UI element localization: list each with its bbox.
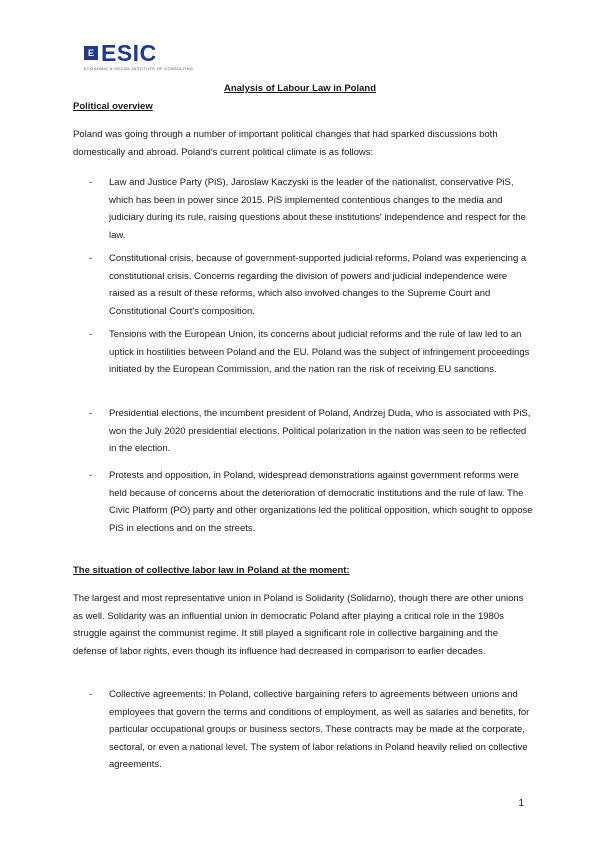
bullet-item [73,405,533,458]
bullet-item [73,686,533,774]
bullet-dash: - [89,253,93,264]
page-number: 1 [518,798,524,809]
logo-mark-icon: E [84,46,98,60]
bullet-item [73,326,533,379]
bullet-item [73,174,533,244]
bullet-text: Tensions with the European Union, its concerns about judicial reforms and the rule of law led to an uptick in hostilities between Poland and the EU. Poland was the subject of infringement proceedings initiated by the European Commission, and the nation ran the risk of receiving EU sanctions. [109,329,530,375]
section-heading-political: Political overview [73,101,153,112]
bullet-item [73,467,533,537]
bullet-dash: - [89,177,93,188]
bullet-dash: - [89,689,93,700]
section-heading-collective: The situation of collective labor law in Poland at the moment: [73,565,350,576]
logo-text: ESIC [101,40,157,66]
bullet-item [73,250,533,320]
paragraph-political-intro: Poland was going through a number of important political changes that had sparked discussions both domestically and abroad. Poland's current political climate is as follows: [73,129,498,158]
bullet-dash: - [89,470,93,481]
bullet-text: Constitutional crisis, because of government-supported judicial reforms, Poland was experiencing a constitutional crisis. Concerns regarding the division of powers and judicial independence were raised as a result of these reforms, which also involved changes to the Supreme Court and Constitutional Court's composition. [109,253,527,317]
bullet-dash: - [89,329,93,340]
bullet-dash: - [89,408,93,419]
bullet-text: Presidential elections, the incumbent president of Poland, Andrzej Duda, who is associated with PiS, won the July 2020 presidential elections. Political polarization in the nation was seen to be reflected in the election. [109,408,531,454]
bullet-text: Law and Justice Party (PiS), Jaroslaw Kaczyski is the leader of the nationalist, conservative PiS, which has been in power since 2015. PiS implemented contentious changes to the media and judiciary during its rule, raising questions about these institutions' independence and respect for the law. [109,177,526,241]
paragraph-collective-intro: The largest and most representative union in Poland is Solidarity (Solidarno), though there are other unions as well. Solidarity was an influential union in democratic Poland after playing a critical role in the 1980s struggle against the communist regime. It still played a significant role in collective bargaining and the defense of labor rights, even though its influence had decreased in comparison to earlier decades. [73,593,524,657]
bullet-text: Protests and opposition, in Poland, widespread demonstrations against government reforms were held because of concerns about the deterioration of democratic institutions and the rule of law. The Civic Platform (PO) party and other organizations led the political opposition, which sought to oppose PiS in elections and on the streets. [109,470,533,534]
esic-logo [84,42,193,71]
logo-subtitle: ECONOMIC & SOCIAL INSTITUTE OF CONSULTING [84,66,194,71]
document-title: Analysis of Labour Law in Poland [223,83,377,94]
bullet-text: Collective agreements: In Poland, collective bargaining refers to agreements between unions and employees that govern the terms and conditions of employment, as well as salaries and benefits, for particular occupational groups or business sectors. These contracts may be made at the corporate, sectoral, or even a national level. The system of labor relations in Poland heavily relied on collective agreements. [109,689,530,770]
